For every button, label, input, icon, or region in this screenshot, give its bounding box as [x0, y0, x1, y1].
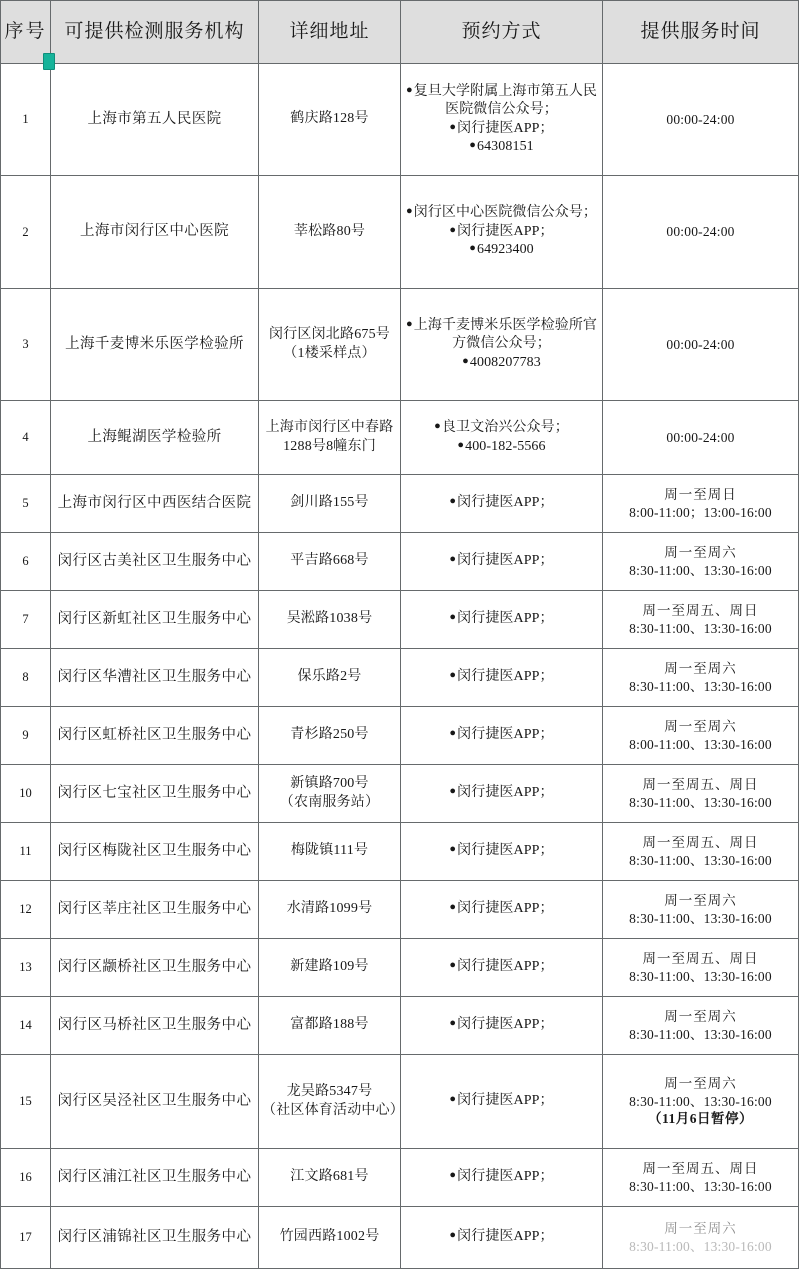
service-hours: 8:30-11:00、13:30-16:00 [629, 1238, 772, 1254]
cell-address [259, 64, 401, 176]
cell-index: 8 [1, 649, 51, 707]
cell-booking-method [401, 649, 603, 707]
booking-line [404, 784, 599, 802]
bullet-icon: ● [405, 205, 413, 218]
cell-address [259, 823, 401, 881]
address-line: 江文路681号 [290, 1169, 369, 1185]
bullet-icon: ● [449, 727, 457, 740]
bullet-icon: ● [449, 1017, 457, 1030]
booking-text: 闵行捷医APP； [457, 1017, 554, 1033]
booking-line [404, 552, 599, 570]
booking-text: 闵行捷医APP； [457, 223, 554, 239]
service-days: 周一至周五、周日 [642, 950, 759, 966]
service-hours: 8:30-11:00、13:30-16:00 [629, 620, 772, 636]
booking-text: 闵行捷医APP； [457, 901, 554, 917]
cell-address [259, 881, 401, 939]
booking-text: 闵行捷医APP； [457, 959, 554, 975]
bullet-icon: ● [449, 223, 457, 236]
column-header-booking: 预约方式 [401, 1, 603, 64]
address-line: 上海市闵行区中春路 [265, 420, 394, 436]
cell-index: 1 [1, 64, 51, 176]
bullet-icon: ● [449, 611, 457, 624]
cell-index: 3 [1, 289, 51, 401]
bullet-icon: ● [449, 785, 457, 798]
service-days: 周一至周六 [664, 1075, 737, 1091]
booking-line [404, 842, 599, 860]
address-line: 富都路188号 [290, 1017, 369, 1033]
address-line: 龙吴路5347号 [286, 1084, 373, 1100]
cell-booking-method [401, 401, 603, 475]
booking-text: 上海千麦博米乐医学检验所官方微信公众号； [413, 317, 598, 352]
cell-booking-method [401, 881, 603, 939]
cell-booking-method [401, 1149, 603, 1207]
service-days: 周一至周六 [664, 544, 737, 560]
cell-address [259, 401, 401, 475]
table-row [1, 176, 799, 289]
bullet-icon: ● [434, 420, 441, 433]
table-row [1, 1149, 799, 1207]
cell-address [259, 649, 401, 707]
cell-organization: 闵行区吴泾社区卫生服务中心 [51, 1055, 259, 1149]
table-body [1, 64, 799, 1269]
service-hours: 00:00-24:00 [666, 429, 735, 445]
booking-line [404, 1228, 599, 1246]
column-header-index [1, 1, 51, 64]
table-row [1, 997, 799, 1055]
cell-index: 11 [1, 823, 51, 881]
header-row [1, 1, 799, 64]
booking-text: 闵行捷医APP； [457, 1093, 554, 1109]
cell-service-time [603, 401, 799, 475]
booking-line [404, 438, 599, 456]
cell-organization: 闵行区梅陇社区卫生服务中心 [51, 823, 259, 881]
cell-index: 5 [1, 475, 51, 533]
cell-service-time [603, 1055, 799, 1149]
cell-service-time [603, 997, 799, 1055]
service-hours: 8:30-11:00、13:30-16:00 [629, 1093, 772, 1109]
cell-index: 17 [1, 1207, 51, 1269]
bullet-icon: ● [469, 242, 476, 255]
bullet-icon: ● [449, 495, 457, 508]
cell-organization: 闵行区颛桥社区卫生服务中心 [51, 939, 259, 997]
booking-text: 闵行捷医APP； [457, 1169, 554, 1185]
booking-text: 闵行捷医APP； [457, 495, 554, 511]
cell-service-time [603, 1149, 799, 1207]
cell-booking-method [401, 1207, 603, 1269]
table-row [1, 881, 799, 939]
service-hours: 8:00-11:00、13:30-16:00 [629, 736, 772, 752]
cell-organization: 上海市闵行区中心医院 [51, 176, 259, 289]
column-header-index-label: 序号 [4, 21, 47, 43]
table-row [1, 475, 799, 533]
cell-index: 10 [1, 765, 51, 823]
cell-index: 4 [1, 401, 51, 475]
table-row [1, 823, 799, 881]
cell-booking-method [401, 939, 603, 997]
booking-text: 闵行捷医APP； [457, 1229, 554, 1245]
bullet-icon: ● [449, 959, 457, 972]
cell-index: 9 [1, 707, 51, 765]
address-line: 莘松路80号 [293, 223, 366, 239]
address-line: 平吉路668号 [290, 553, 369, 569]
cell-index: 6 [1, 533, 51, 591]
service-days: 周一至周六 [664, 892, 737, 908]
bullet-icon: ● [462, 354, 469, 367]
column-header-address: 详细地址 [259, 1, 401, 64]
cell-address [259, 1207, 401, 1269]
booking-line [404, 726, 599, 744]
cell-index: 15 [1, 1055, 51, 1149]
address-line: 吴淞路1038号 [286, 611, 373, 627]
cell-booking-method [401, 176, 603, 289]
bullet-icon: ● [469, 138, 476, 151]
cell-booking-method [401, 533, 603, 591]
table-row [1, 591, 799, 649]
cell-booking-method [401, 823, 603, 881]
table-row [1, 533, 799, 591]
address-line: 水清路1099号 [286, 901, 373, 917]
cell-booking-method [401, 765, 603, 823]
cell-index: 2 [1, 176, 51, 289]
booking-text: 闵行捷医APP； [457, 611, 554, 627]
cell-organization: 闵行区华漕社区卫生服务中心 [51, 649, 259, 707]
service-hours: 8:00-11:00；13:00-16:00 [629, 504, 772, 520]
cell-booking-method [401, 707, 603, 765]
service-days: 周一至周五、周日 [642, 1160, 759, 1176]
booking-text: 闵行捷医APP； [457, 785, 554, 801]
booking-line [404, 204, 599, 222]
cell-service-time [603, 881, 799, 939]
address-line: 闵行区闵北路675号 [269, 327, 390, 343]
booking-text: 闵行区中心医院微信公众号； [413, 205, 598, 221]
cell-organization: 上海市闵行区中西医结合医院 [51, 475, 259, 533]
bullet-icon: ● [449, 1229, 457, 1242]
address-line: 梅陇镇111号 [290, 843, 369, 859]
booking-line [404, 1016, 599, 1034]
cell-service-time [603, 64, 799, 176]
booking-line [404, 241, 599, 259]
cell-organization: 闵行区马桥社区卫生服务中心 [51, 997, 259, 1055]
column-header-service-time: 提供服务时间 [603, 1, 799, 64]
cell-organization: 上海市第五人民医院 [51, 64, 259, 176]
cell-booking-method [401, 475, 603, 533]
cell-organization: 闵行区莘庄社区卫生服务中心 [51, 881, 259, 939]
cell-organization: 闵行区七宝社区卫生服务中心 [51, 765, 259, 823]
address-line: 新镇路700号 [290, 776, 369, 792]
table-row [1, 401, 799, 475]
cell-address [259, 533, 401, 591]
address-sub-line: （农南服务站） [279, 794, 380, 810]
cell-service-time [603, 475, 799, 533]
address-line: 青杉路250号 [290, 727, 369, 743]
cell-service-time [603, 939, 799, 997]
cell-index: 12 [1, 881, 51, 939]
address-sub-line: 1288号8幢东门 [283, 438, 376, 454]
cell-organization: 闵行区浦锦社区卫生服务中心 [51, 1207, 259, 1269]
cell-address [259, 997, 401, 1055]
table-header [1, 1, 799, 64]
address-sub-line: （1楼采样点） [283, 345, 376, 361]
cell-service-time [603, 289, 799, 401]
cell-address [259, 475, 401, 533]
bullet-icon: ● [449, 1093, 457, 1106]
cell-address [259, 765, 401, 823]
booking-line [404, 668, 599, 686]
service-hours: 8:30-11:00、13:30-16:00 [629, 910, 772, 926]
booking-line [404, 354, 599, 372]
cell-index: 14 [1, 997, 51, 1055]
service-hours: 00:00-24:00 [666, 336, 735, 352]
service-hours: 8:30-11:00、13:30-16:00 [629, 794, 772, 810]
cell-service-time [603, 591, 799, 649]
table-row [1, 765, 799, 823]
cell-organization: 闵行区古美社区卫生服务中心 [51, 533, 259, 591]
cell-address [259, 707, 401, 765]
service-hours: 00:00-24:00 [666, 111, 735, 127]
bullet-icon: ● [449, 843, 457, 856]
table-row [1, 939, 799, 997]
booking-line [404, 120, 599, 138]
bullet-icon: ● [449, 669, 457, 682]
service-time-note: （11月6日暂停） [647, 1111, 753, 1127]
cell-index: 7 [1, 591, 51, 649]
service-hours: 8:30-11:00、13:30-16:00 [629, 1026, 772, 1042]
table-row [1, 707, 799, 765]
service-hours: 8:30-11:00、13:30-16:00 [629, 678, 772, 694]
bullet-icon: ● [449, 120, 457, 133]
cell-booking-method [401, 1055, 603, 1149]
service-days: 周一至周六 [664, 1008, 737, 1024]
booking-text: 闵行捷医APP； [457, 120, 554, 136]
address-sub-line: （社区体育活动中心） [262, 1102, 404, 1118]
cell-service-time [603, 533, 799, 591]
service-days: 周一至周五、周日 [642, 776, 759, 792]
cell-service-time [603, 823, 799, 881]
booking-line [404, 900, 599, 918]
booking-text: 64923400 [476, 242, 534, 258]
booking-line [404, 958, 599, 976]
table-row [1, 289, 799, 401]
address-line: 剑川路155号 [290, 495, 369, 511]
cell-address [259, 591, 401, 649]
bullet-icon: ● [405, 83, 413, 96]
service-days: 周一至周五、周日 [642, 834, 759, 850]
bullet-icon: ● [449, 1169, 457, 1182]
address-line: 新建路109号 [290, 959, 369, 975]
booking-text: 400-182-5566 [465, 438, 546, 454]
cell-booking-method [401, 289, 603, 401]
booking-line [404, 317, 599, 354]
booking-line [404, 494, 599, 512]
booking-line [404, 223, 599, 241]
booking-text: 64308151 [476, 138, 534, 154]
cell-service-time [603, 1207, 799, 1269]
table-row [1, 1055, 799, 1149]
booking-line [404, 419, 599, 437]
service-days: 周一至周六 [664, 718, 737, 734]
cell-address [259, 939, 401, 997]
bullet-icon: ● [449, 901, 457, 914]
service-hours: 8:30-11:00、13:30-16:00 [629, 1178, 772, 1194]
booking-text: 4008207783 [469, 354, 541, 370]
table-row [1, 1207, 799, 1269]
cell-organization: 闵行区虹桥社区卫生服务中心 [51, 707, 259, 765]
cell-service-time [603, 176, 799, 289]
booking-line [404, 83, 599, 120]
booking-text: 复旦大学附属上海市第五人民医院微信公众号； [413, 83, 598, 118]
address-line: 鹤庆路128号 [290, 111, 369, 127]
bullet-icon: ● [449, 553, 457, 566]
address-line: 竹园西路1002号 [279, 1229, 380, 1245]
cell-organization: 上海鲲湖医学检验所 [51, 401, 259, 475]
bullet-icon: ● [405, 317, 413, 330]
cell-service-time [603, 765, 799, 823]
cell-organization: 上海千麦博米乐医学检验所 [51, 289, 259, 401]
booking-text: 闵行捷医APP； [457, 843, 554, 859]
cell-organization: 闵行区新虹社区卫生服务中心 [51, 591, 259, 649]
cell-index: 16 [1, 1149, 51, 1207]
booking-line [404, 138, 599, 156]
booking-text: 闵行捷医APP； [457, 727, 554, 743]
cell-index: 13 [1, 939, 51, 997]
bullet-icon: ● [457, 438, 465, 451]
cell-address [259, 1055, 404, 1149]
booking-text: 闵行捷医APP； [457, 669, 554, 685]
table-row [1, 64, 799, 176]
cell-service-time [603, 649, 799, 707]
cell-organization: 闵行区浦江社区卫生服务中心 [51, 1149, 259, 1207]
booking-text: 良卫文治兴公众号； [441, 420, 569, 436]
service-hours: 8:30-11:00、13:30-16:00 [629, 852, 772, 868]
booking-text: 闵行捷医APP； [457, 553, 554, 569]
cell-booking-method [401, 997, 603, 1055]
service-days: 周一至周五、周日 [642, 602, 759, 618]
booking-line [404, 610, 599, 628]
cell-service-time [603, 707, 799, 765]
booking-line [404, 1092, 599, 1110]
service-days: 周一至周六 [664, 1220, 737, 1236]
service-hours: 00:00-24:00 [666, 224, 735, 240]
cell-address [259, 176, 401, 289]
cell-booking-method [401, 591, 603, 649]
cell-address [259, 1149, 401, 1207]
booking-line [404, 1168, 599, 1186]
service-hours: 8:30-11:00、13:30-16:00 [629, 968, 772, 984]
address-line: 保乐路2号 [297, 669, 362, 685]
cell-address [259, 289, 401, 401]
cell-booking-method [401, 64, 603, 176]
column-header-organization: 可提供检测服务机构 [51, 1, 259, 64]
service-days: 周一至周六 [664, 660, 737, 676]
table-row [1, 649, 799, 707]
selection-handle[interactable] [43, 53, 55, 70]
service-days: 周一至周日 [664, 486, 737, 502]
service-hours: 8:30-11:00、13:30-16:00 [629, 562, 772, 578]
